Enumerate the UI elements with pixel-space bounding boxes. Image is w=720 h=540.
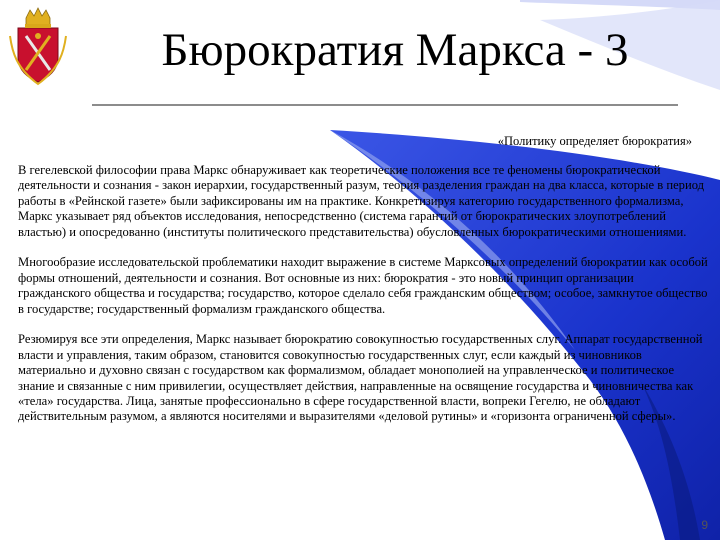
- title-divider: [92, 104, 678, 106]
- epigraph-quote: «Политику определяет бюрократия»: [497, 134, 692, 148]
- coat-of-arms-icon: [8, 6, 68, 86]
- page-number: 9: [701, 518, 708, 532]
- slide-title: Бюрократия Маркса - 3: [161, 24, 629, 76]
- paragraph: В гегелевской философии права Маркс обнаруживает как теоретические положения все те феномены бюрократической деятельности и сознания - закон иерархии, государственный разум, теория разделения граждан на два класса, которые в период работы в «Рейнской газете» были зафиксированы им на практике. Конкретизируя категорию государственного формализма, Маркс указывает ряд объектов исследования, непосредственно (система гарантий от бюрократических злоупотреблений властью) и опосредованно (институты политического представительства) обусловленных бюрократическими отношениями.: [18, 163, 705, 239]
- body-text: [18, 163, 708, 440]
- paragraph: Резюмируя все эти определения, Маркс называет бюрократию совокупностью государственных слуг. Аппарат государственной власти и управления, таким образом, становится совокупностью государственных слуг, если каждый из чиновников материально и духовно связан с государством как формализмом, обладает монополией на управленческое и политическое знание и связанные с ним привилегии, осуществляет действия, направленные на освящение государства и чиновничества как «тела» государства. Лица, занятые профессионально в сфере государственной власти, вопреки Гегелю, не обладают действительным разумом, а являются носителями и выразителями «деловой рутины» и «горизонта ограниченной сферы».: [18, 332, 703, 424]
- paragraph: Многообразие исследовательской проблематики находит выражение в системе Марксовых определений бюрократии как особой формы отношений, деятельности и сознания. Вот основные из них: бюрократия - это новый принцип организации гражданского общества и государства; государство, которое сделало себя гражданским обществом; особое, замкнутое общество в государстве; государственный формализм гражданского общества.: [18, 255, 708, 316]
